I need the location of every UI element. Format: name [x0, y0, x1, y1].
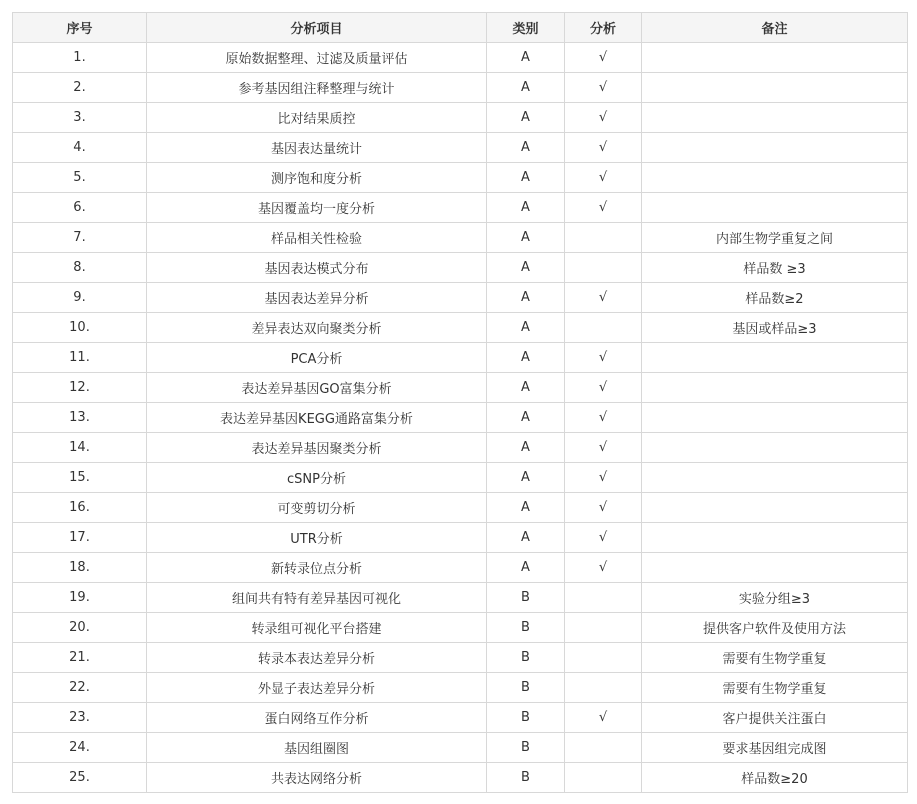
cell-category: A [487, 433, 565, 463]
cell-item: 表达差异基因聚类分析 [147, 433, 487, 463]
cell-no: 18. [13, 553, 147, 583]
cell-analysis-check: √ [565, 553, 642, 583]
cell-no: 11. [13, 343, 147, 373]
table-row [13, 523, 908, 553]
table-row [13, 463, 908, 493]
cell-no: 8. [13, 253, 147, 283]
cell-analysis-check: √ [565, 403, 642, 433]
cell-analysis-check [565, 733, 642, 763]
cell-item: 组间共有特有差异基因可视化 [147, 583, 487, 613]
cell-note [642, 523, 908, 553]
cell-item: 差异表达双向聚类分析 [147, 313, 487, 343]
cell-no: 19. [13, 583, 147, 613]
header-no: 序号 [13, 13, 147, 43]
table-row [13, 403, 908, 433]
cell-analysis-check: √ [565, 523, 642, 553]
cell-category: A [487, 403, 565, 433]
table-row [13, 643, 908, 673]
cell-no: 22. [13, 673, 147, 703]
cell-note [642, 553, 908, 583]
cell-no: 20. [13, 613, 147, 643]
cell-note [642, 403, 908, 433]
table-row [13, 253, 908, 283]
table-row [13, 763, 908, 793]
cell-analysis-check: √ [565, 133, 642, 163]
cell-note: 提供客户软件及使用方法 [642, 613, 908, 643]
cell-analysis-check [565, 763, 642, 793]
table-row [13, 493, 908, 523]
cell-category: A [487, 493, 565, 523]
cell-no: 15. [13, 463, 147, 493]
cell-analysis-check [565, 583, 642, 613]
cell-category: A [487, 193, 565, 223]
cell-no: 5. [13, 163, 147, 193]
table-row [13, 553, 908, 583]
analysis-table-container [12, 12, 907, 793]
cell-note [642, 133, 908, 163]
cell-note: 实验分组≥3 [642, 583, 908, 613]
cell-item: 原始数据整理、过滤及质量评估 [147, 43, 487, 73]
cell-no: 7. [13, 223, 147, 253]
cell-no: 16. [13, 493, 147, 523]
cell-no: 1. [13, 43, 147, 73]
cell-analysis-check: √ [565, 343, 642, 373]
header-note: 备注 [642, 13, 908, 43]
cell-analysis-check [565, 313, 642, 343]
cell-no: 10. [13, 313, 147, 343]
cell-analysis-check: √ [565, 103, 642, 133]
cell-analysis-check: √ [565, 43, 642, 73]
cell-item: 蛋白网络互作分析 [147, 703, 487, 733]
cell-category: B [487, 643, 565, 673]
table-row [13, 343, 908, 373]
cell-no: 14. [13, 433, 147, 463]
cell-no: 4. [13, 133, 147, 163]
cell-no: 24. [13, 733, 147, 763]
cell-analysis-check: √ [565, 193, 642, 223]
table-row [13, 733, 908, 763]
table-row [13, 583, 908, 613]
cell-category: A [487, 283, 565, 313]
cell-item: 参考基因组注释整理与统计 [147, 73, 487, 103]
cell-analysis-check: √ [565, 703, 642, 733]
cell-analysis-check: √ [565, 163, 642, 193]
cell-item: 测序饱和度分析 [147, 163, 487, 193]
cell-category: A [487, 163, 565, 193]
table-row [13, 103, 908, 133]
cell-category: A [487, 343, 565, 373]
cell-note [642, 433, 908, 463]
cell-item: 外显子表达差异分析 [147, 673, 487, 703]
cell-note [642, 103, 908, 133]
cell-note: 基因或样品≥3 [642, 313, 908, 343]
cell-no: 25. [13, 763, 147, 793]
cell-category: B [487, 763, 565, 793]
cell-category: A [487, 373, 565, 403]
cell-no: 13. [13, 403, 147, 433]
cell-category: A [487, 223, 565, 253]
cell-analysis-check [565, 613, 642, 643]
cell-item: 基因组圈图 [147, 733, 487, 763]
cell-item: 可变剪切分析 [147, 493, 487, 523]
table-row [13, 313, 908, 343]
cell-no: 6. [13, 193, 147, 223]
cell-note: 要求基因组完成图 [642, 733, 908, 763]
cell-item: 基因表达差异分析 [147, 283, 487, 313]
cell-analysis-check [565, 223, 642, 253]
cell-analysis-check [565, 253, 642, 283]
cell-note [642, 163, 908, 193]
cell-analysis-check: √ [565, 433, 642, 463]
cell-category: A [487, 313, 565, 343]
cell-analysis-check: √ [565, 463, 642, 493]
cell-category: A [487, 253, 565, 283]
cell-category: A [487, 523, 565, 553]
cell-note [642, 343, 908, 373]
table-row [13, 283, 908, 313]
cell-note: 客户提供关注蛋白 [642, 703, 908, 733]
cell-note: 样品数 ≥3 [642, 253, 908, 283]
cell-no: 2. [13, 73, 147, 103]
header-analysis: 分析 [565, 13, 642, 43]
cell-note [642, 193, 908, 223]
cell-note [642, 373, 908, 403]
cell-category: B [487, 703, 565, 733]
cell-note [642, 73, 908, 103]
cell-no: 9. [13, 283, 147, 313]
cell-analysis-check: √ [565, 493, 642, 523]
cell-analysis-check: √ [565, 283, 642, 313]
cell-no: 12. [13, 373, 147, 403]
cell-note [642, 463, 908, 493]
cell-analysis-check: √ [565, 373, 642, 403]
cell-no: 21. [13, 643, 147, 673]
cell-note: 内部生物学重复之间 [642, 223, 908, 253]
cell-note [642, 43, 908, 73]
table-row [13, 163, 908, 193]
cell-no: 23. [13, 703, 147, 733]
table-body [13, 43, 908, 793]
cell-category: A [487, 103, 565, 133]
cell-item: 转录组可视化平台搭建 [147, 613, 487, 643]
cell-category: A [487, 553, 565, 583]
cell-note: 需要有生物学重复 [642, 673, 908, 703]
cell-category: A [487, 133, 565, 163]
cell-item: 比对结果质控 [147, 103, 487, 133]
cell-note: 需要有生物学重复 [642, 643, 908, 673]
table-row [13, 433, 908, 463]
table-row [13, 613, 908, 643]
header-category: 类别 [487, 13, 565, 43]
analysis-items-table [12, 12, 908, 793]
cell-item: 转录本表达差异分析 [147, 643, 487, 673]
cell-note: 样品数≥2 [642, 283, 908, 313]
cell-category: B [487, 583, 565, 613]
cell-item: 基因表达模式分布 [147, 253, 487, 283]
cell-note: 样品数≥20 [642, 763, 908, 793]
cell-category: A [487, 73, 565, 103]
table-row [13, 43, 908, 73]
cell-item: 表达差异基因GO富集分析 [147, 373, 487, 403]
cell-analysis-check: √ [565, 73, 642, 103]
header-item: 分析项目 [147, 13, 487, 43]
cell-item: cSNP分析 [147, 463, 487, 493]
cell-item: 共表达网络分析 [147, 763, 487, 793]
cell-no: 3. [13, 103, 147, 133]
table-row [13, 193, 908, 223]
cell-item: PCA分析 [147, 343, 487, 373]
table-row [13, 73, 908, 103]
table-row [13, 703, 908, 733]
cell-item: 样品相关性检验 [147, 223, 487, 253]
cell-category: A [487, 43, 565, 73]
table-row [13, 373, 908, 403]
cell-note [642, 493, 908, 523]
cell-category: B [487, 673, 565, 703]
cell-item: 表达差异基因KEGG通路富集分析 [147, 403, 487, 433]
cell-item: 基因覆盖均一度分析 [147, 193, 487, 223]
cell-item: 新转录位点分析 [147, 553, 487, 583]
table-header-row [13, 13, 908, 43]
cell-category: B [487, 733, 565, 763]
cell-category: B [487, 613, 565, 643]
table-row [13, 673, 908, 703]
cell-analysis-check [565, 643, 642, 673]
cell-item: 基因表达量统计 [147, 133, 487, 163]
cell-analysis-check [565, 673, 642, 703]
table-row [13, 133, 908, 163]
table-row [13, 223, 908, 253]
cell-item: UTR分析 [147, 523, 487, 553]
cell-category: A [487, 463, 565, 493]
cell-no: 17. [13, 523, 147, 553]
